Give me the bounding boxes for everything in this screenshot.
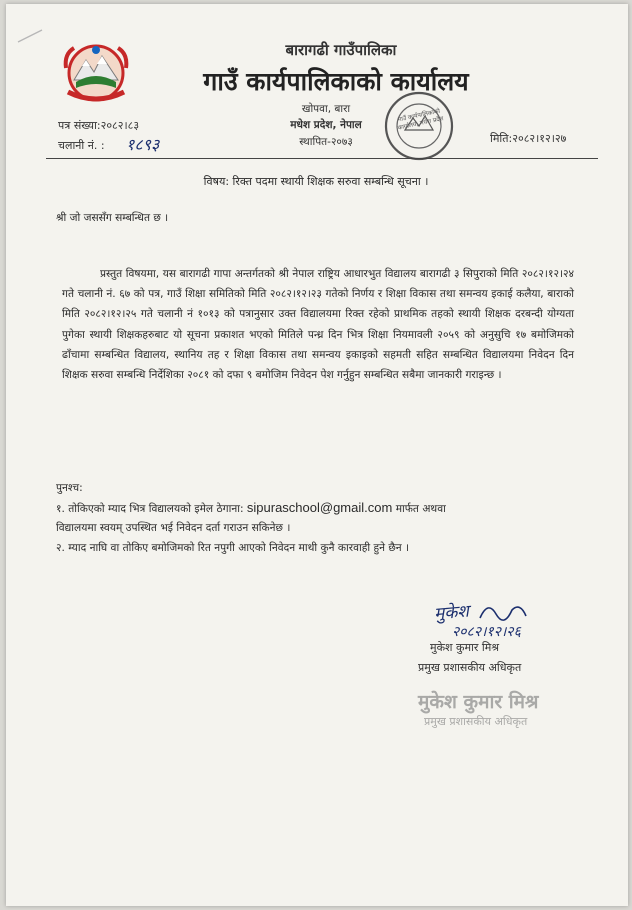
postscript-item-2: २. म्याद नाघि वा तोकिए बमोजिमको रित नपुगी आएको निवेदन माथी कुनै कारवाही हुने छैन । [56, 542, 410, 554]
header-divider [46, 158, 598, 159]
signatory-title: प्रमुख प्रशासकीय अधिकृत [418, 661, 522, 674]
title-stamp: प्रमुख प्रशासकीय अधिकृत [424, 715, 528, 728]
postscript-label: पुनश्च: [56, 482, 83, 494]
municipality-name: बारागढी गाउँपालिका [285, 41, 397, 59]
letter-date: मिति:२०८२।१२।२७ [490, 132, 567, 145]
government-emblem-icon [60, 40, 132, 110]
subject-line: विषय: रिक्त पदमा स्थायी शिक्षक सरुवा सम्बन्धि सूचना । [203, 175, 429, 188]
dispatch-number: १८९३ [126, 135, 160, 154]
office-established: स्थापित-२०७३ [299, 136, 353, 148]
salutation: श्री जो जससँग सम्बन्धित छ । [56, 212, 169, 224]
postscript-item-1-prefix: १. तोकिएको म्याद भित्र विद्यालयको इमेल ठेगाना: [56, 503, 244, 515]
letter-page [6, 4, 628, 906]
reference-number: पत्र संख्या:२०८२।८३ [58, 119, 140, 132]
seal-text: गाउँ कार्यपालिकाको कार्यालय, मधेश प्रदेश [397, 107, 445, 132]
pencil-mark [16, 26, 46, 46]
office-title: गाउँ कार्यपालिकाको कार्यालय [203, 67, 469, 96]
postscript-item-1 [56, 498, 446, 519]
signatory-name: मुकेश कुमार मिश्र [430, 641, 500, 654]
signature-date: २०८२।१२।२६ [452, 624, 521, 640]
office-province: मधेश प्रदेश, नेपाल [290, 119, 362, 131]
dispatch-label: चलानी नं. : [58, 139, 105, 152]
office-place: खोपवा, बारा [301, 103, 351, 115]
school-email: sipuraschool@gmail.com [246, 500, 393, 515]
signature-scrawl: मुकेश [433, 601, 470, 625]
name-stamp: मुकेश कुमार मिश्र [418, 691, 539, 713]
body-paragraph: प्रस्तुत विषयमा, यस बारागढी गापा अन्तर्गतको श्री नेपाल राष्ट्रिय आधारभुत विद्यालय बारागढी ३ सिपुराको मिति २०८२।१२।२४ गते चलानी नं. ६७ को पत्र, गाउँ शिक्षा समितिको मिति २०८२।१२।२३ गतेको निर्णय र शिक्षा विकास तथा समन्वय इकाई कलैया, बाराको मिति २०८२।१२।२५ गते चलानी नं १०१३ को पत्रानुसार उक्त विद्यालयमा रिक्त रहेको प्राथमिक तहको स्थायी शिक्षक दरबन्दी योग्यता पुगेका स्थायी शिक्षकहरुबाट यो सूचना प्रकाशत भएको मितिले पन्ध्र दिन भित्र शिक्षा नियमावली २०५९ को अनुसुचि १७ बमोजिमको ढाँचामा सम्बन्धित विद्यालय, स्थानिय तह र शिक्षा विकास तथा समन्वय इकाइको सहमती सहित सम्बन्धित विद्यालयमा निवेदन दिन शिक्षक सरुवा सम्बन्धि निर्देशिका २०८१ को दफा ९ बमोजिम निवेदन पेश गर्नुहुन सम्बन्धित सबैमा जानकारी गराइन्छ । [62, 268, 574, 382]
postscript-item-1-line2: विद्यालयमा स्वयम् उपस्थित भई निवेदन दर्ता गराउन सकिनेछ । [56, 522, 291, 534]
postscript-item-1-suffix: मार्फत अथवा [395, 503, 446, 515]
